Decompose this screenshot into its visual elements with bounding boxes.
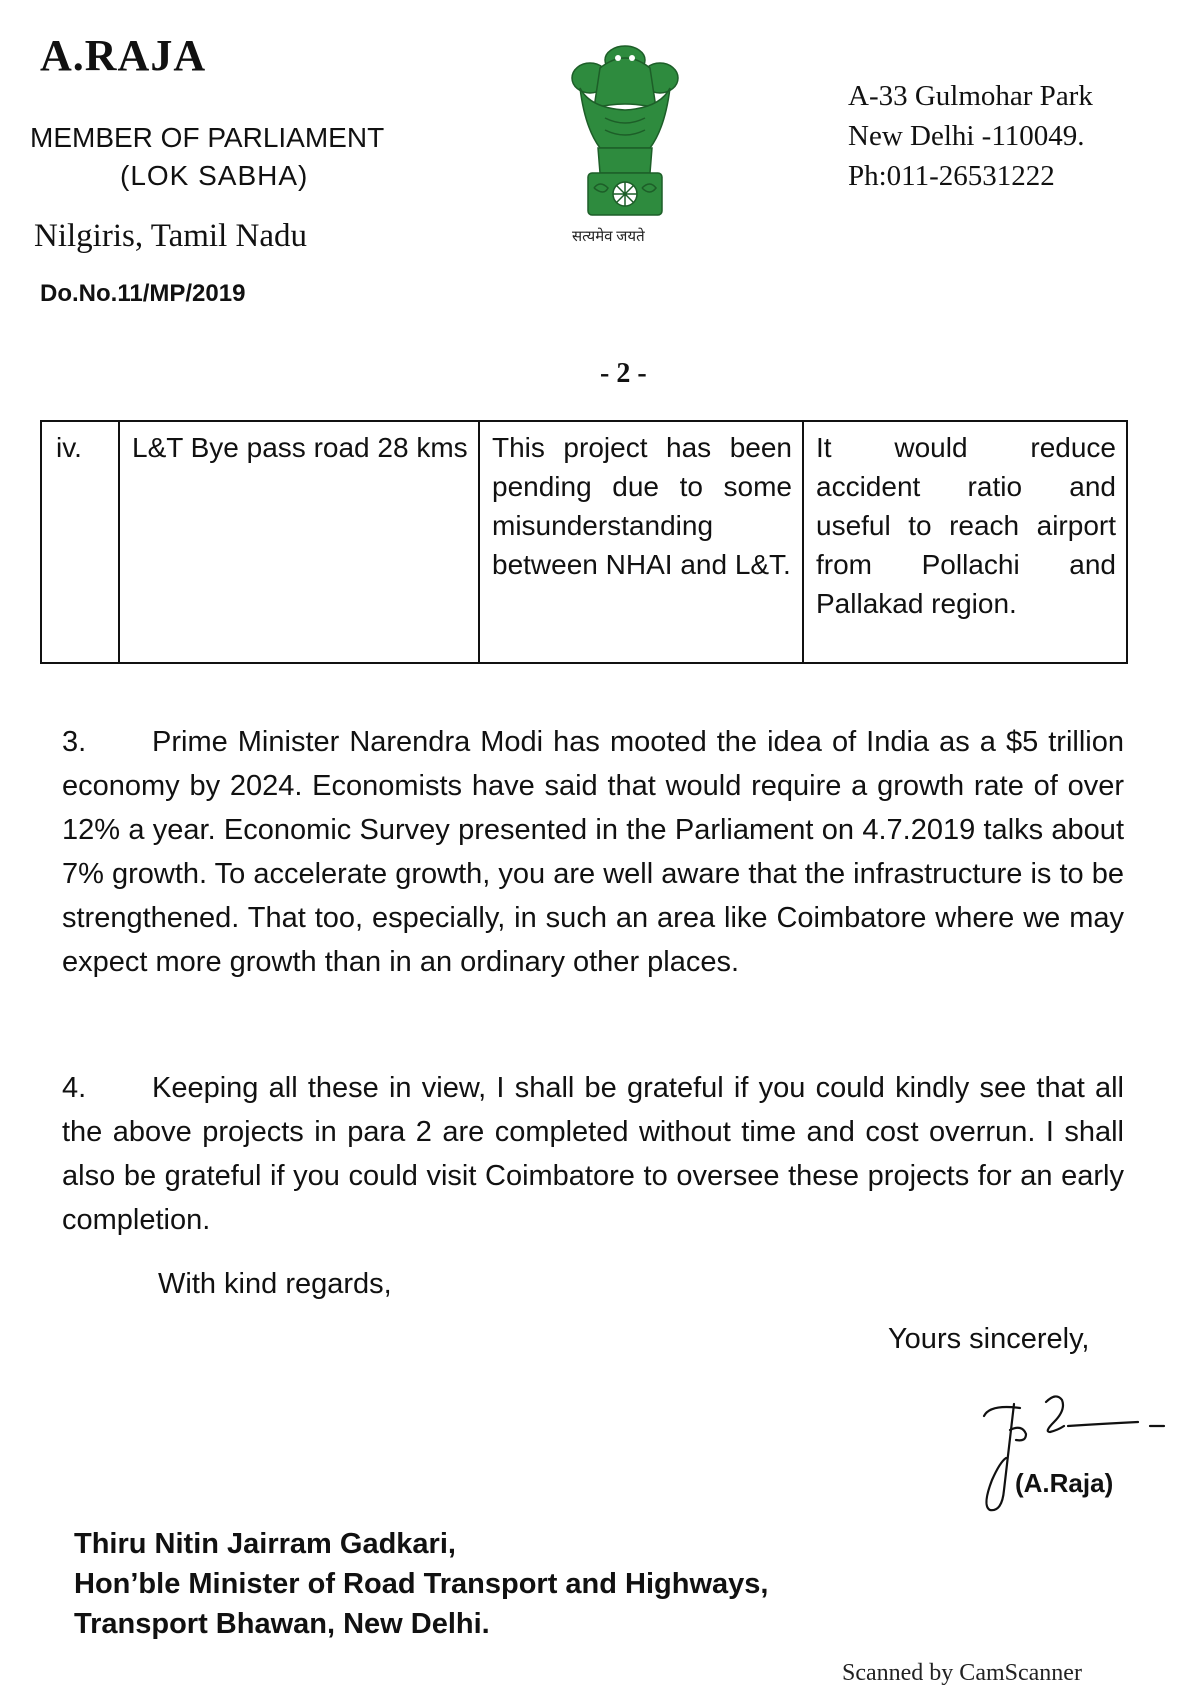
- table-cell-project: L&T Bye pass road 28 kms: [119, 421, 479, 663]
- mp-constituency: Nilgiris, Tamil Nadu: [34, 218, 307, 254]
- paragraph-number: 3.: [62, 726, 87, 758]
- office-address: [848, 76, 1093, 196]
- project-table: [40, 420, 1128, 664]
- address-line: New Delhi -110049.: [848, 120, 1085, 152]
- signer-name: (A.Raja): [1015, 1468, 1114, 1498]
- national-emblem-icon: [560, 38, 690, 248]
- page-number: - 2 -: [600, 358, 647, 389]
- paragraph-text: Prime Minister Narendra Modi has mooted the idea of India as a $5 trillion economy by 2024. Economists have said that would require a growth rate of over 12% a year. Economic Survey presented in the Parliament on 4.7.2019 talks about 7% growth. To accelerate growth, you are well aware that the infrastructure is to be strengthened. That too, especially, in such an area like Coimbatore where we may expect more growth than in an ordinary other places.: [62, 726, 1124, 978]
- paragraph-number: 4.: [62, 1072, 87, 1104]
- table-cell-benefit: It would reduce accident ratio and useful to reach airport from Pollachi and Pallakad region.: [803, 421, 1127, 663]
- addressee-office: Transport Bhawan, New Delhi.: [74, 1608, 490, 1640]
- reference-number: Do.No.11/MP/2019: [40, 280, 246, 307]
- table-cell-status: This project has been pending due to some misunderstanding between NHAI and L&T.: [479, 421, 803, 663]
- addressee-designation: Hon’ble Minister of Road Transport and Highways,: [74, 1568, 769, 1600]
- sign-off: Yours sincerely,: [888, 1323, 1090, 1355]
- address-line: A-33 Gulmohar Park: [848, 80, 1093, 112]
- paragraph-text: Keeping all these in view, I shall be grateful if you could kindly see that all the above projects in para 2 are completed without time and cost overrun. I shall also be grateful if you could visit Coimbatore to oversee these projects for an early completion.: [62, 1072, 1124, 1236]
- addressee-block: [74, 1524, 768, 1644]
- mp-title: MEMBER OF PARLIAMENT: [30, 122, 385, 153]
- addressee-name: Thiru Nitin Jairram Gadkari,: [74, 1528, 456, 1560]
- closing-line: With kind regards,: [158, 1268, 392, 1300]
- mp-name: A.RAJA: [40, 31, 207, 80]
- phone-line: Ph:011-26531222: [848, 160, 1055, 192]
- paragraph-4: [62, 1066, 1124, 1242]
- scanner-watermark: Scanned by CamScanner: [842, 1660, 1082, 1686]
- table-cell-serial: iv.: [41, 421, 119, 663]
- table-row: [41, 421, 1127, 663]
- mp-house: (LOK SABHA): [120, 160, 309, 191]
- paragraph-3: [62, 720, 1124, 984]
- emblem-motto: सत्यमेव जयते: [572, 229, 645, 245]
